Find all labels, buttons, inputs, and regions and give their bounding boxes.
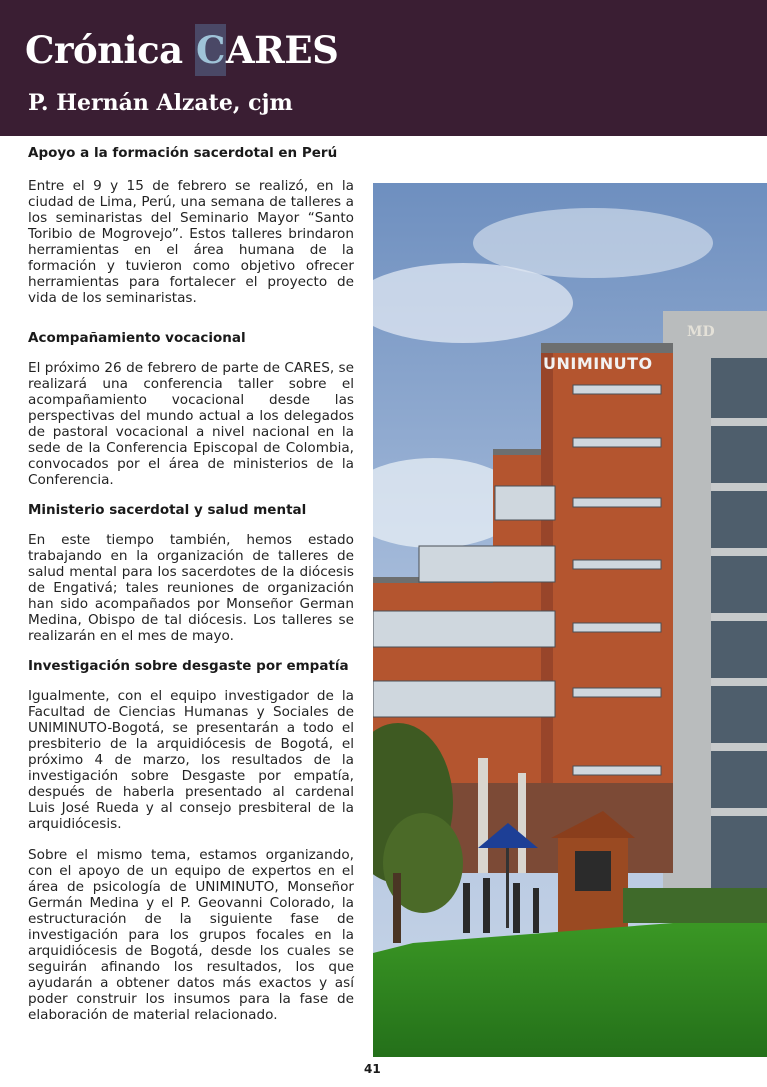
- section-heading-3: Ministerio sacerdotal y salud mental: [28, 502, 307, 518]
- section-heading-2: Acompañamiento vocacional: [28, 330, 246, 346]
- section-heading-4: Investigación sobre desgaste por empatía: [28, 658, 349, 674]
- tower-emblem: MD: [687, 324, 715, 340]
- paragraph-3: En este tiempo también, hemos estado trabajando en la organización de talleres de salud mental para los sacerdotes de la diócesis de Engativá; tales reuniones de organización han sido acompañados por Monseñor German Medina, Obispo de tal diócesis. Los talleres se realizarán en el mes de mayo.: [28, 532, 354, 644]
- column: [518, 773, 526, 873]
- roof-band: [493, 449, 541, 455]
- umbrella-pole: [506, 848, 509, 928]
- tree-trunk: [393, 873, 401, 943]
- title-lead: Crónica: [25, 28, 195, 72]
- building-sign: UNIMINUTO: [543, 354, 653, 373]
- author-name: P. Hernán Alzate, cjm: [28, 90, 293, 116]
- article-column: [28, 145, 354, 1023]
- hedge: [623, 888, 767, 923]
- header-banner: [0, 0, 767, 136]
- section-title: [25, 24, 338, 76]
- paragraph-4: Igualmente, con el equipo investigador de la Facultad de Ciencias Humanas y Sociales de UNIMINUTO-Bogotá, se presentarán a todo el presbiterio de la arquidiócesis de Bogotá, el próximo 4 de marzo, los resultados de la investigación sobre Desgaste por empatía, después de haberla presentado al cardenal Luis José Rueda y al consejo presbiteral de la arquidiócesis.: [28, 688, 354, 832]
- kiosk-window: [575, 851, 611, 891]
- column: [478, 758, 488, 873]
- paragraph-2: El próximo 26 de febrero de parte de CARES, se realizará una conferencia taller sobre el acompañamiento vocacional desde las perspectivas del mundo actual a los delegados de pastoral vocacional a nivel nacional en la sede de la Conferencia Episcopal de Colombia, convocados por el área de ministerios de la Conferencia.: [28, 360, 354, 488]
- paragraph-5: Sobre el mismo tema, estamos organizando, con el apoyo de un equipo de expertos en el área de psicología de UNIMINUTO, Monseñor Germán Medina y el P. Geovanni Colorado, la estructuración de la siguiente fase de investigación para los grupos focales en la arquidiócesis de Bogotá, desde los cuales se seguirán afinando los resultados, los que ayudarán a obtener datos más exactos y así poder construir los insumos para la fase de elaboración de material relacionado.: [28, 847, 354, 1023]
- glass-tower: [711, 358, 767, 913]
- title-rest: ARES: [225, 28, 339, 72]
- cloud: [473, 208, 713, 278]
- building-photo: [373, 183, 767, 1057]
- ground-floor: [433, 783, 673, 873]
- roof-band: [541, 343, 673, 353]
- title-accent-letter: C: [195, 24, 226, 76]
- page-number: 41: [364, 1062, 381, 1076]
- paragraph-1: Entre el 9 y 15 de febrero se realizó, en la ciudad de Lima, Perú, una semana de talleres a los seminaristas del Seminario Mayor “Santo Toribio de Mogrovejo”. Estos talleres brindaron herramientas en el área humana de la formación y tuvieron como objetivo ofrecer herramientas para fortalecer el proyecto de vida de los seminaristas.: [28, 178, 354, 306]
- uniminuto-building-illustration: [373, 183, 767, 1057]
- section-heading-1: Apoyo a la formación sacerdotal en Perú: [28, 145, 338, 161]
